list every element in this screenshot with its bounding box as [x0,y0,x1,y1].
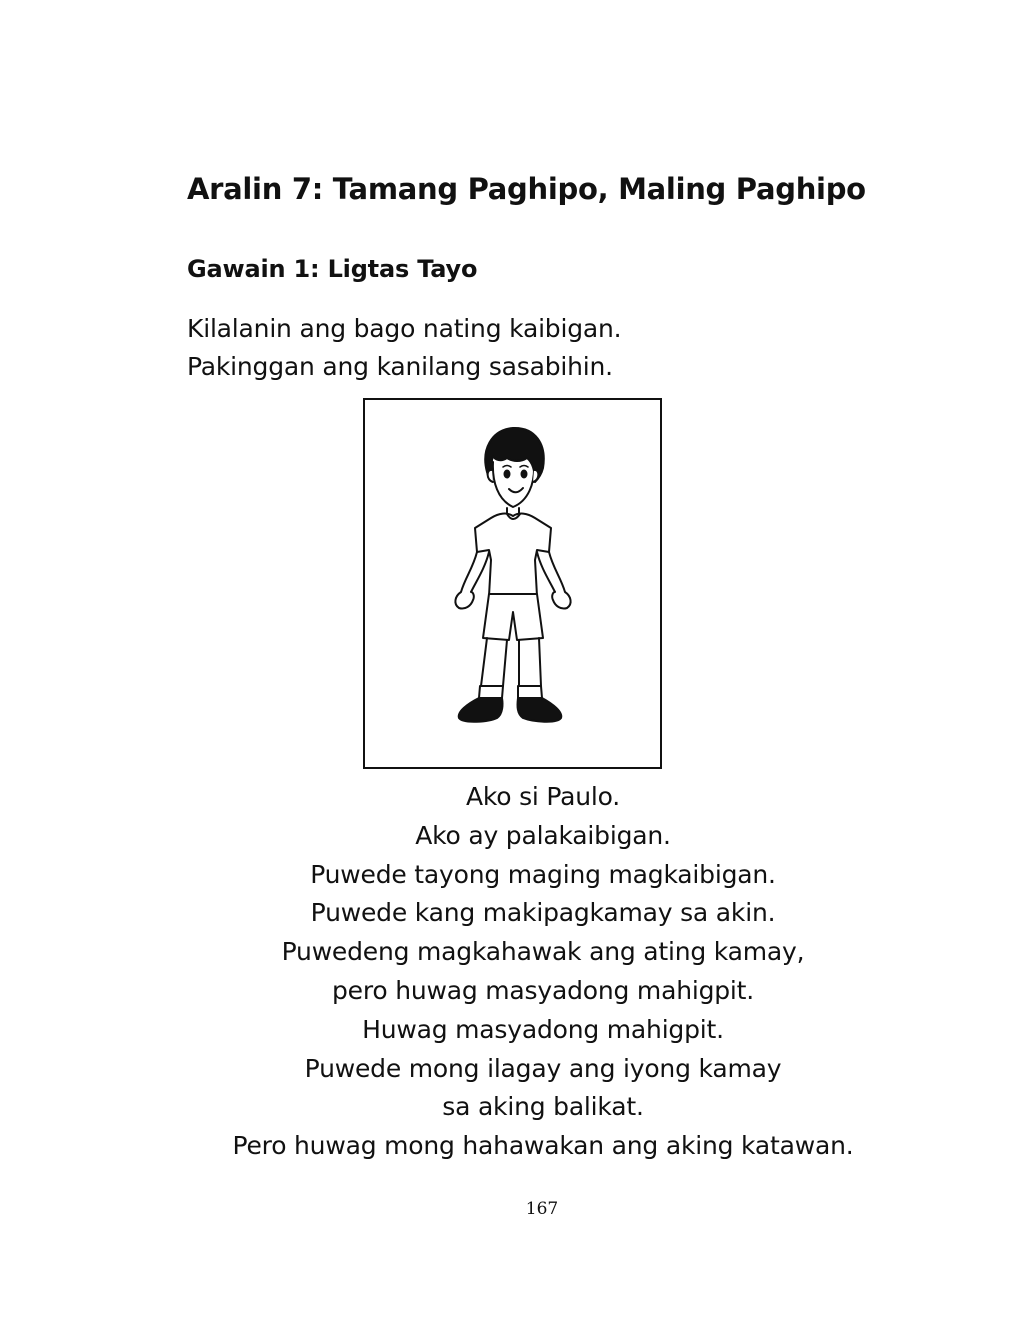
poem-line: Huwag masyadong mahigpit. [362,1014,724,1044]
instruction-line: Pakinggan ang kanilang sasabihin. [187,352,613,381]
page-number: 167 [525,1199,559,1219]
poem-line: pero huwag masyadong mahigpit. [331,975,755,1005]
boy-illustration-frame [363,398,662,769]
poem-line: Puwede tayong maging magkaibigan. [310,859,776,889]
poem-line: Puwede kang makipagkamay sa akin. [310,898,776,928]
poem-line: Ako ay palakaibigan. [415,820,671,850]
poem-line: Puwedeng magkahawak ang ating kamay, [281,937,805,967]
poem-line: Puwede mong ilagay ang iyong kamay [304,1053,782,1083]
poem-line: Pero huwag mong hahawakan ang aking katawan. [232,1131,854,1161]
activity-title: Gawain 1: Ligtas Tayo [187,255,478,283]
poem [140,778,946,1166]
lesson-title: Aralin 7: Tamang Paghipo, Maling Paghipo [187,172,866,206]
boy-illustration [365,400,660,767]
instruction-line: Kilalanin ang bago nating kaibigan. [187,314,622,343]
poem-line: sa aking balikat. [442,1092,644,1122]
poem-line: Ako si Paulo. [465,782,621,811]
instructions [187,310,887,386]
